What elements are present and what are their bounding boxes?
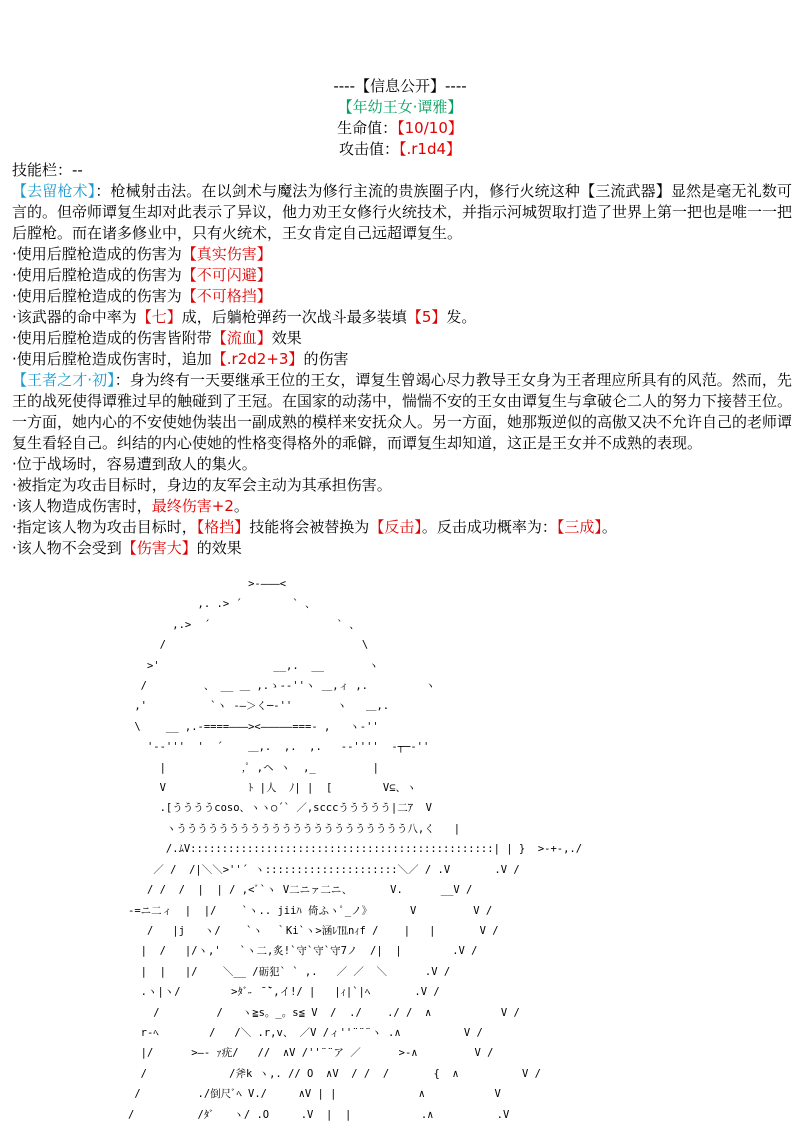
- bullet-text: ·使用后膛枪造成伤害时，追加: [12, 350, 212, 368]
- character-name: 【年幼王女·谭雅】: [337, 98, 463, 116]
- highlight-text: 【不可闪避】: [181, 266, 272, 284]
- skill2-description: [12, 370, 792, 454]
- info-header: [0, 76, 800, 160]
- bullet-text: ·该人物不会受到: [12, 539, 122, 557]
- bullet-text: ·该人物造成伤害时，: [12, 497, 152, 515]
- bullet-text: 。: [233, 497, 249, 515]
- skill1-bullet: [12, 244, 792, 265]
- skill2-bullet: [12, 517, 792, 538]
- bullet-text: ·使用后膛枪造成的伤害为: [12, 287, 182, 305]
- bullet-text: ·被指定为攻击目标时，身边的友军会主动为其承担伤害。: [12, 476, 392, 494]
- ascii-art-illustration: >-―――< ,. .> ´ ` 、 ,.> ´ ` 、 / \ >' __,. __ ヽ / 、 __ ＿ ,.ゝ-‐''ヽ ＿,ィ ,. ヽ ,' `ヽ -―＞く─‐'' ヽ ＿,. \ __ ,.-====―――><―――――===- , ヽ‐'' '‐-''' ' ´ ＿,. ,. ,. -‐'''' ‐┬─‐'' | ,ﾟ ,ヘ ヽ ,_ | V ﾄ |人 ﾉ| | [ V⊆、ヽ .[ううううcoso、ヽヽ○´` ／,scccううううう|二ｱ V ヽうううううううううううううううううううううう八,く | /.ﾑV::::::::::::::::::::::::::::::::::::::::::::::::| | } >-+‐,./ ／ / /|＼＼>''´ ヽ:::::::::::::::::::::＼／ / .V .V / / / / | | / ,<ﾞ`ヽ V二ニァ二ニ、 V. __V / -=ニ二ィ | |/ `ヽ.. jiiﾊ 倚ふヽﾟ_ノ》 V V / / |j ヽ/ `ヽ ｀Ki`ヽ>涵ﾚ℡nｨf / | | V / | / |/ヽ,' `ヽ二,炙!`守`守`守7ノ /| | .V / | | |/ ＼__ /砺犯` ` ,. ／ ／ ＼ .V / .ヽ|ヽ/ >ﾀﾞ˶ ̄ ̄`,イ!/ | |ｨ|`|ﾍ .V / / / ヽ≧s。_。s≦ V / ./ ./ / ∧ V / r-ﾍ / /＼ .r,v、 ／V /ィ''¨¨¨ヽ .∧ V / |/ >―‐ ｧ疣/ // ∧V /''¨¨ア ／ >-∧ V / / /斧k ヽ,. // O ∧V / / / { ∧ V / / ./倒尺ﾞﾍ V./ ∧V | | ∧ V / /ﾀﾞ ヽ/ .O .V | | .∧ .V: [128, 578, 583, 1121]
- skill2-desc: ：身为终有一天要继承王位的王女，谭复生曾竭心尽力教导王女身为王者理应所具有的风范。然而，先王的战死使得谭雅过早的触碰到了王冠。在国家的动荡中，惴惴不安的王女由谭复生与拿破仑二人的努力下接替王位。一方面，她内心的不安使她伪装出一副成熟的模样来安抚众人。另一方面，她那叛逆似的高傲又决不允许自己的老师谭复生看轻自己。纠结的内心使她的性格变得格外的乖僻，而谭复生却知道，这正是王女并不成熟的表现。: [12, 371, 793, 452]
- skill1-bullet: [12, 349, 792, 370]
- skill2-bullet-list: [12, 454, 792, 559]
- atk-line: [0, 139, 800, 160]
- bullet-text: ·指定该人物为攻击目标时，: [12, 518, 197, 536]
- bullet-text: 成，后躺枪弹药一次战斗最多装填: [181, 308, 407, 326]
- skill1-bullet: [12, 307, 792, 328]
- bullet-text: 技能将会被替换为: [249, 518, 370, 536]
- highlight-text: 【七】: [136, 308, 182, 326]
- bullet-text: 效果: [271, 329, 302, 347]
- skill1-bullet: [12, 328, 792, 349]
- highlight-text: 【格挡】: [196, 518, 250, 536]
- bullet-text: 发。: [446, 308, 477, 326]
- highlight-text: 【真实伤害】: [181, 245, 272, 263]
- skill2-name: 【王者之才·初】: [12, 371, 115, 389]
- skill1-name: 【去留枪术】: [12, 182, 96, 200]
- bullet-text: ·使用后膛枪造成的伤害皆附带: [12, 329, 212, 347]
- atk-value: 【.r1d4】: [398, 140, 462, 158]
- skill2-bullet: [12, 496, 792, 517]
- skill1-bullet-list: [12, 244, 792, 370]
- bullet-text: 。反击成功概率为：: [421, 518, 557, 536]
- highlight-text: 最终伤害+2: [151, 497, 234, 515]
- highlight-text: 【5】: [406, 308, 447, 326]
- skill2-bullet: [12, 454, 792, 475]
- skill2-bullet: [12, 475, 792, 496]
- highlight-text: 【反击】: [369, 518, 422, 536]
- skills-section: [12, 160, 792, 559]
- skill1-description: [12, 181, 792, 244]
- highlight-text: 【三成】: [556, 518, 602, 536]
- skill2-bullet: [12, 538, 792, 559]
- bullet-text: 。: [601, 518, 617, 536]
- bullet-text: ·使用后膛枪造成的伤害为: [12, 245, 182, 263]
- bullet-text: 的伤害: [303, 350, 349, 368]
- hp-value: 【10/10】: [397, 119, 463, 137]
- bullet-text: 的效果: [196, 539, 242, 557]
- highlight-text: 【不可格挡】: [181, 287, 272, 305]
- highlight-text: 【伤害大】: [121, 539, 197, 557]
- highlight-text: 【.r2d2+3】: [211, 350, 304, 368]
- bullet-text: ·使用后膛枪造成的伤害为: [12, 266, 182, 284]
- skill1-desc: ：枪械射击法。在以剑术与魔法为修行主流的贵族圈子内，修行火统这种【三流武器】显然是毫无礼数可言的。但帝师谭复生却对此表示了异议，他力劝王女修行火统技术，并指示河城贺取打造了世界上第一把也是唯一一把后膛枪。而在诸多修业中，只有火统术，王女肯定自己远超谭复生。: [12, 182, 793, 242]
- skill1-bullet: [12, 265, 792, 286]
- bullet-text: ·该武器的命中率为: [12, 308, 137, 326]
- highlight-text: 【流血】: [211, 329, 272, 347]
- skill1-bullet: [12, 286, 792, 307]
- hp-label: 生命值：: [337, 119, 398, 137]
- info-title: ----【信息公开】----: [333, 77, 467, 95]
- bullet-text: ·位于战场时，容易遭到敌人的集火。: [12, 455, 257, 473]
- hp-line: [0, 118, 800, 139]
- skills-label: 技能栏：--: [12, 161, 83, 179]
- atk-label: 攻击值：: [338, 140, 399, 158]
